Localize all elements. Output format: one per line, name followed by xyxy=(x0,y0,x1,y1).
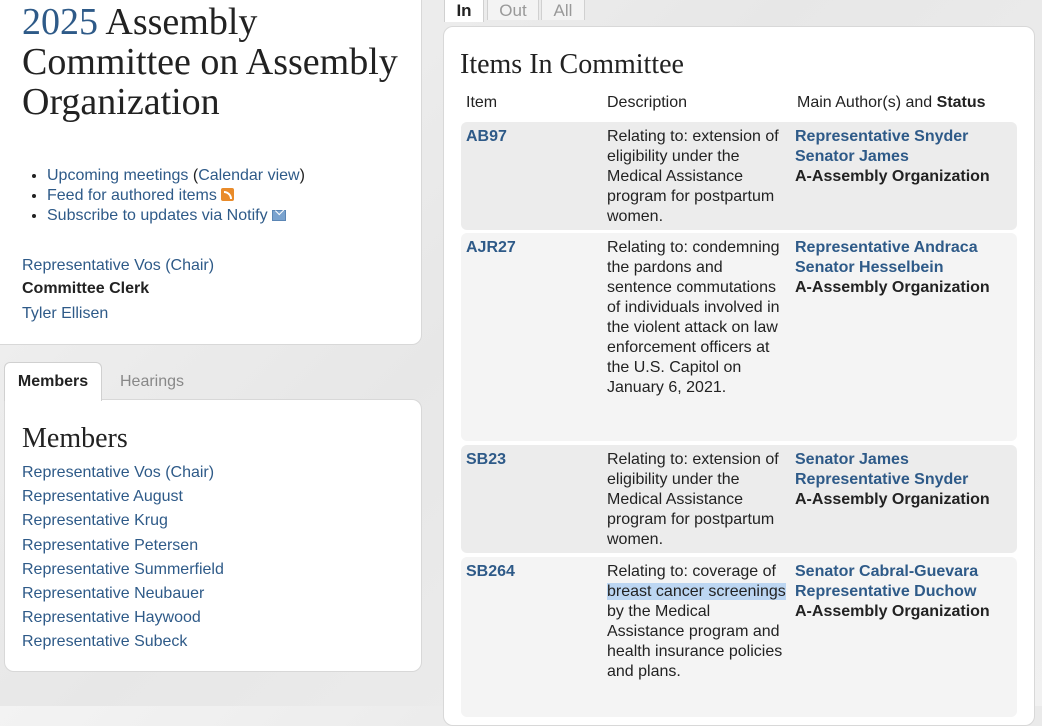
item-authors xyxy=(795,562,1015,622)
item-authors xyxy=(795,127,1015,187)
author-link[interactable]: Representative Duchow xyxy=(795,583,977,600)
item-link[interactable]: AJR27 xyxy=(466,239,516,256)
member-link[interactable]: Representative Krug xyxy=(22,512,168,530)
tab-out[interactable]: Out xyxy=(487,0,539,20)
year-link[interactable]: 2025 xyxy=(22,1,98,43)
author-link[interactable]: Senator James xyxy=(795,148,909,165)
item-status: A-Assembly Organization xyxy=(795,279,990,296)
subscribe-link[interactable]: Subscribe to updates via Notify xyxy=(47,207,268,224)
column-header-description: Description xyxy=(607,94,688,111)
clerk-name-link[interactable]: Tyler Ellisen xyxy=(22,305,109,322)
column-header-authors xyxy=(797,93,986,113)
tab-all[interactable]: All xyxy=(541,0,585,20)
subscribe-item xyxy=(47,206,305,226)
member-link[interactable]: Representative Vos (Chair) xyxy=(22,464,215,481)
author-link[interactable]: Senator James xyxy=(795,451,909,468)
author-link[interactable]: Representative Snyder xyxy=(795,471,969,488)
upcoming-meetings-item xyxy=(47,166,305,186)
item-description: Relating to: extension of eligibility under the Medical Assistance program for postpartum women. xyxy=(607,128,779,225)
desc-text: by the Medical Assistance program and health insurance policies and plans. xyxy=(607,603,783,680)
column-header-item: Item xyxy=(466,94,498,111)
authors-header-text: Main Author(s) and xyxy=(797,94,933,111)
email-icon[interactable] xyxy=(272,210,286,221)
item-authors xyxy=(795,450,1015,510)
paren-open: ( xyxy=(188,167,199,184)
rss-feed-icon[interactable] xyxy=(221,188,234,201)
member-link[interactable]: Representative Summerfield xyxy=(22,560,224,578)
author-link[interactable]: Representative Snyder xyxy=(795,128,969,145)
feed-item xyxy=(47,186,305,206)
tab-in[interactable]: In xyxy=(444,0,484,22)
calendar-view-link[interactable]: Calendar view xyxy=(198,167,300,184)
item-description xyxy=(607,562,787,682)
item-status: A-Assembly Organization xyxy=(795,491,990,508)
member-link[interactable]: Representative Petersen xyxy=(22,536,199,554)
item-link[interactable]: SB23 xyxy=(466,451,507,468)
item-description: Relating to: condemning the pardons and sentence commutations of individuals involved in the violent attack on law enforcement officers at the U.S. Capitol on January 6, 2021. xyxy=(607,239,780,396)
author-link[interactable]: Senator Cabral-Guevara xyxy=(795,563,979,580)
member-link[interactable]: Representative Neubauer xyxy=(22,585,205,603)
status-header-text: Status xyxy=(936,94,986,111)
member-link[interactable]: Representative August xyxy=(22,488,183,506)
committee-clerk-label: Committee Clerk xyxy=(22,280,150,297)
desc-text: Relating to: coverage of xyxy=(607,563,776,580)
item-authors xyxy=(795,238,1015,298)
committee-title: Assembly Committee on Assembly Organization xyxy=(22,1,398,123)
item-link[interactable]: AB97 xyxy=(466,128,507,145)
committee-links xyxy=(22,166,305,226)
tab-hearings[interactable]: Hearings xyxy=(119,373,185,390)
item-description: Relating to: extension of eligibility under the Medical Assistance program for postpartum women. xyxy=(607,451,779,548)
page-title xyxy=(22,2,412,122)
members-list xyxy=(22,461,224,655)
feed-link[interactable]: Feed for authored items xyxy=(47,187,217,204)
member-link[interactable]: Representative Subeck xyxy=(22,633,188,651)
items-heading: Items In Committee xyxy=(460,49,684,80)
item-status: A-Assembly Organization xyxy=(795,168,990,185)
upcoming-meetings-link[interactable]: Upcoming meetings xyxy=(47,167,189,184)
item-link[interactable]: SB264 xyxy=(466,563,515,580)
members-heading: Members xyxy=(22,423,128,454)
item-status: A-Assembly Organization xyxy=(795,603,990,620)
author-link[interactable]: Senator Hesselbein xyxy=(795,259,944,276)
paren-close: ) xyxy=(299,167,305,184)
tab-members[interactable]: Members xyxy=(4,362,102,401)
author-link[interactable]: Representative Andraca xyxy=(795,239,978,256)
member-link[interactable]: Representative Haywood xyxy=(22,609,201,627)
chair-link[interactable]: Representative Vos (Chair) xyxy=(22,257,215,274)
selected-text-highlight: breast cancer screenings xyxy=(607,583,786,600)
